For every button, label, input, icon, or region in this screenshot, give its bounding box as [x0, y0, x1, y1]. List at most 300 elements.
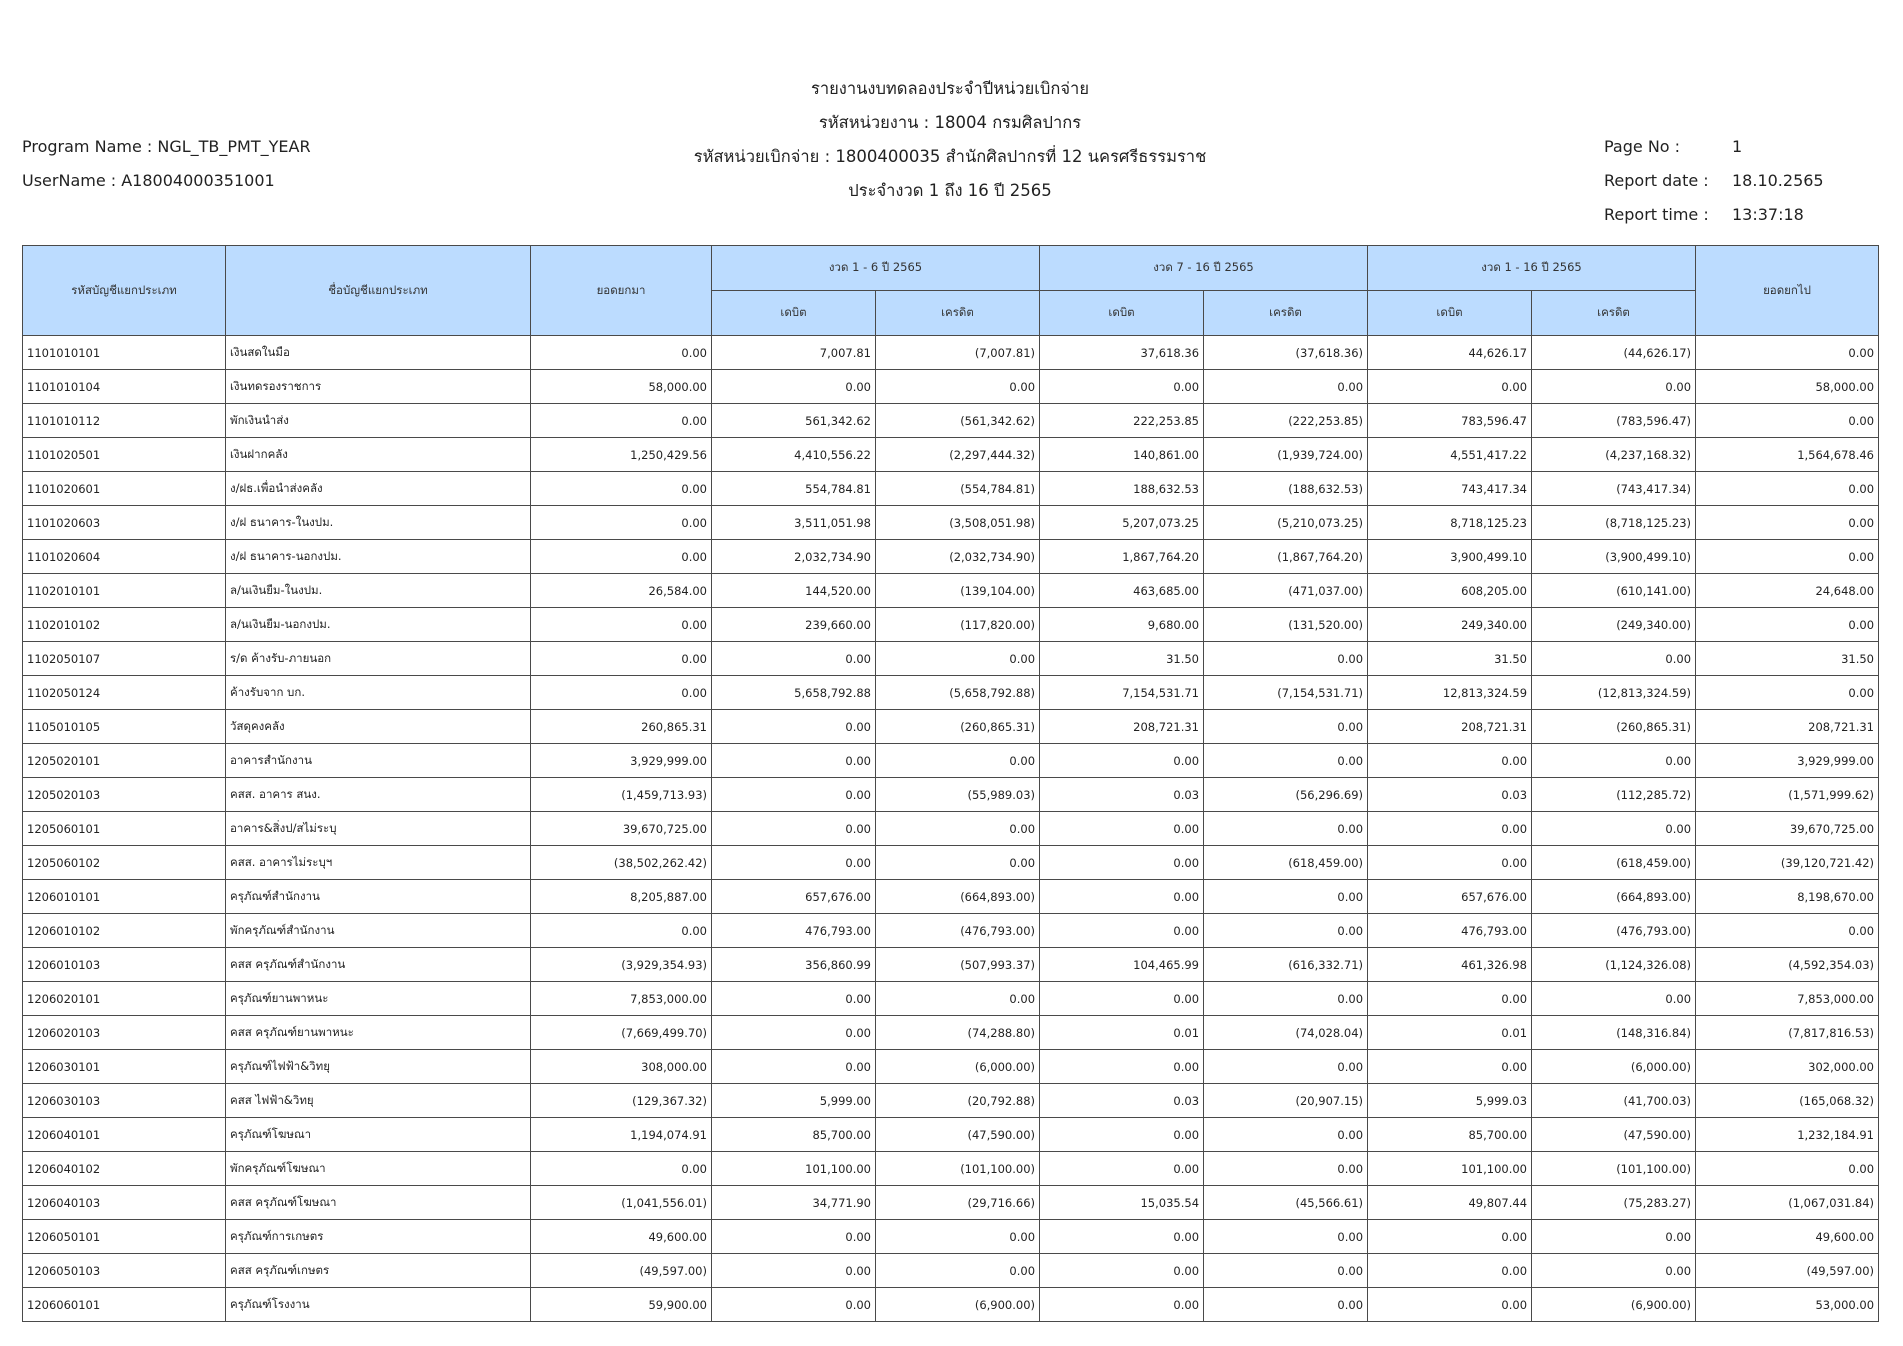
cell-debit-7-16: 0.00 — [1040, 1288, 1204, 1322]
table-row — [23, 1254, 1879, 1288]
col-header-account-name: ชื่อบัญชีแยกประเภท — [226, 246, 531, 336]
cell-opening-balance: 0.00 — [531, 608, 712, 642]
cell-closing-balance: (49,597.00) — [1696, 1254, 1879, 1288]
cell-closing-balance: (165,068.32) — [1696, 1084, 1879, 1118]
cell-debit-1-6: 0.00 — [712, 1254, 876, 1288]
cell-account-code: 1101020604 — [23, 540, 226, 574]
col-header-debit: เดบิต — [1368, 291, 1532, 336]
cell-debit-1-6: 0.00 — [712, 370, 876, 404]
cell-opening-balance: (49,597.00) — [531, 1254, 712, 1288]
cell-debit-1-16: 8,718,125.23 — [1368, 506, 1532, 540]
cell-account-name: ง/ฝธ.เพื่อนำส่งคลัง — [226, 472, 531, 506]
cell-debit-1-6: 5,658,792.88 — [712, 676, 876, 710]
cell-closing-balance: 39,670,725.00 — [1696, 812, 1879, 846]
cell-account-code: 1101020601 — [23, 472, 226, 506]
cell-closing-balance: 7,853,000.00 — [1696, 982, 1879, 1016]
cell-credit-1-6: (476,793.00) — [876, 914, 1040, 948]
table-row — [23, 676, 1879, 710]
table-row — [23, 1220, 1879, 1254]
cell-credit-1-16: 0.00 — [1532, 370, 1696, 404]
cell-opening-balance: 260,865.31 — [531, 710, 712, 744]
cell-closing-balance: 0.00 — [1696, 676, 1879, 710]
cell-opening-balance: 7,853,000.00 — [531, 982, 712, 1016]
cell-credit-1-16: (101,100.00) — [1532, 1152, 1696, 1186]
cell-closing-balance: (4,592,354.03) — [1696, 948, 1879, 982]
cell-credit-1-6: (74,288.80) — [876, 1016, 1040, 1050]
cell-debit-1-16: 249,340.00 — [1368, 608, 1532, 642]
cell-credit-1-6: (20,792.88) — [876, 1084, 1040, 1118]
cell-credit-1-16: (1,124,326.08) — [1532, 948, 1696, 982]
cell-account-name: เงินสดในมือ — [226, 336, 531, 370]
cell-debit-1-6: 0.00 — [712, 642, 876, 676]
table-row — [23, 608, 1879, 642]
cell-closing-balance: 302,000.00 — [1696, 1050, 1879, 1084]
col-header-credit: เครดิต — [1204, 291, 1368, 336]
cell-debit-7-16: 0.00 — [1040, 812, 1204, 846]
trial-balance-table — [22, 245, 1879, 1322]
cell-credit-7-16: 0.00 — [1204, 710, 1368, 744]
cell-closing-balance: 31.50 — [1696, 642, 1879, 676]
cell-debit-1-16: 0.00 — [1368, 812, 1532, 846]
cell-account-code: 1102050124 — [23, 676, 226, 710]
cell-opening-balance: 1,194,074.91 — [531, 1118, 712, 1152]
cell-debit-1-16: 783,596.47 — [1368, 404, 1532, 438]
cell-debit-1-6: 85,700.00 — [712, 1118, 876, 1152]
cell-debit-7-16: 0.00 — [1040, 846, 1204, 880]
cell-debit-1-16: 0.00 — [1368, 1050, 1532, 1084]
cell-opening-balance: 0.00 — [531, 642, 712, 676]
cell-credit-7-16: (618,459.00) — [1204, 846, 1368, 880]
cell-opening-balance: (7,669,499.70) — [531, 1016, 712, 1050]
cell-credit-7-16: (56,296.69) — [1204, 778, 1368, 812]
table-row — [23, 982, 1879, 1016]
cell-debit-7-16: 463,685.00 — [1040, 574, 1204, 608]
cell-debit-1-16: 4,551,417.22 — [1368, 438, 1532, 472]
cell-account-name: คสส ครุภัณฑ์โฆษณา — [226, 1186, 531, 1220]
cell-debit-7-16: 140,861.00 — [1040, 438, 1204, 472]
cell-account-name: พักเงินนำส่ง — [226, 404, 531, 438]
cell-credit-7-16: 0.00 — [1204, 812, 1368, 846]
cell-account-name: คสส. อาคารไม่ระบุฯ — [226, 846, 531, 880]
cell-debit-1-16: 0.03 — [1368, 778, 1532, 812]
cell-credit-1-16: (112,285.72) — [1532, 778, 1696, 812]
cell-debit-1-6: 0.00 — [712, 846, 876, 880]
cell-account-code: 1206050101 — [23, 1220, 226, 1254]
cell-debit-7-16: 0.00 — [1040, 1220, 1204, 1254]
cell-debit-1-6: 356,860.99 — [712, 948, 876, 982]
cell-closing-balance: (7,817,816.53) — [1696, 1016, 1879, 1050]
cell-debit-1-16: 476,793.00 — [1368, 914, 1532, 948]
cell-credit-1-16: (47,590.00) — [1532, 1118, 1696, 1152]
table-row — [23, 1186, 1879, 1220]
cell-opening-balance: 308,000.00 — [531, 1050, 712, 1084]
cell-account-code: 1101010112 — [23, 404, 226, 438]
table-row — [23, 948, 1879, 982]
cell-debit-1-16: 0.00 — [1368, 1288, 1532, 1322]
cell-account-name: อาคารสำนักงาน — [226, 744, 531, 778]
cell-credit-7-16: 0.00 — [1204, 744, 1368, 778]
cell-account-code: 1205020103 — [23, 778, 226, 812]
cell-account-code: 1206030101 — [23, 1050, 226, 1084]
cell-opening-balance: 58,000.00 — [531, 370, 712, 404]
cell-credit-7-16: (131,520.00) — [1204, 608, 1368, 642]
cell-account-name: คสส ไฟฟ้า&วิทยุ — [226, 1084, 531, 1118]
cell-account-code: 1105010105 — [23, 710, 226, 744]
cell-credit-1-6: (2,297,444.32) — [876, 438, 1040, 472]
cell-credit-1-16: (41,700.03) — [1532, 1084, 1696, 1118]
cell-closing-balance: 0.00 — [1696, 506, 1879, 540]
cell-debit-1-16: 608,205.00 — [1368, 574, 1532, 608]
cell-closing-balance: 49,600.00 — [1696, 1220, 1879, 1254]
cell-closing-balance: 0.00 — [1696, 404, 1879, 438]
cell-debit-1-6: 101,100.00 — [712, 1152, 876, 1186]
cell-closing-balance: 0.00 — [1696, 336, 1879, 370]
cell-debit-1-16: 657,676.00 — [1368, 880, 1532, 914]
cell-credit-1-6: 0.00 — [876, 744, 1040, 778]
col-group-period-7-16: งวด 7 - 16 ปี 2565 — [1040, 246, 1368, 291]
cell-debit-1-6: 3,511,051.98 — [712, 506, 876, 540]
cell-credit-1-6: (117,820.00) — [876, 608, 1040, 642]
cell-account-name: ครุภัณฑ์สำนักงาน — [226, 880, 531, 914]
cell-debit-1-6: 0.00 — [712, 812, 876, 846]
table-row — [23, 574, 1879, 608]
cell-credit-1-6: (6,000.00) — [876, 1050, 1040, 1084]
col-header-opening-balance: ยอดยกมา — [531, 246, 712, 336]
cell-debit-1-16: 208,721.31 — [1368, 710, 1532, 744]
cell-credit-1-16: (664,893.00) — [1532, 880, 1696, 914]
cell-credit-7-16: (45,566.61) — [1204, 1186, 1368, 1220]
cell-opening-balance: (1,459,713.93) — [531, 778, 712, 812]
cell-credit-7-16: (222,253.85) — [1204, 404, 1368, 438]
cell-credit-7-16: (74,028.04) — [1204, 1016, 1368, 1050]
cell-account-name: ล/นเงินยืม-ในงปม. — [226, 574, 531, 608]
table-row — [23, 1288, 1879, 1322]
cell-closing-balance: 1,232,184.91 — [1696, 1118, 1879, 1152]
cell-account-code: 1205020101 — [23, 744, 226, 778]
cell-account-name: ครุภัณฑ์ยานพาหนะ — [226, 982, 531, 1016]
cell-debit-7-16: 0.00 — [1040, 1050, 1204, 1084]
cell-debit-1-16: 0.00 — [1368, 744, 1532, 778]
table-row — [23, 540, 1879, 574]
cell-account-name: ง/ฝ ธนาคาร-นอกงปม. — [226, 540, 531, 574]
cell-debit-1-6: 561,342.62 — [712, 404, 876, 438]
cell-opening-balance: 8,205,887.00 — [531, 880, 712, 914]
cell-credit-1-6: (664,893.00) — [876, 880, 1040, 914]
col-group-period-1-16: งวด 1 - 16 ปี 2565 — [1368, 246, 1696, 291]
cell-account-code: 1205060101 — [23, 812, 226, 846]
cell-credit-7-16: (471,037.00) — [1204, 574, 1368, 608]
table-row — [23, 1152, 1879, 1186]
cell-debit-1-16: 0.00 — [1368, 846, 1532, 880]
cell-closing-balance: 0.00 — [1696, 472, 1879, 506]
cell-credit-1-6: 0.00 — [876, 370, 1040, 404]
cell-opening-balance: (1,041,556.01) — [531, 1186, 712, 1220]
cell-debit-1-16: 31.50 — [1368, 642, 1532, 676]
col-header-closing-balance: ยอดยกไป — [1696, 246, 1879, 336]
cell-debit-1-6: 4,410,556.22 — [712, 438, 876, 472]
col-header-account-code: รหัสบัญชีแยกประเภท — [23, 246, 226, 336]
cell-debit-7-16: 188,632.53 — [1040, 472, 1204, 506]
report-date-value: 18.10.2565 — [1732, 171, 1824, 190]
table-row — [23, 404, 1879, 438]
cell-debit-1-6: 5,999.00 — [712, 1084, 876, 1118]
cell-credit-1-16: (6,900.00) — [1532, 1288, 1696, 1322]
cell-debit-7-16: 0.00 — [1040, 880, 1204, 914]
cell-credit-1-16: (4,237,168.32) — [1532, 438, 1696, 472]
report-meta-left — [22, 130, 311, 198]
cell-credit-1-6: (507,993.37) — [876, 948, 1040, 982]
cell-debit-7-16: 0.00 — [1040, 1254, 1204, 1288]
cell-closing-balance: 1,564,678.46 — [1696, 438, 1879, 472]
cell-debit-7-16: 0.01 — [1040, 1016, 1204, 1050]
cell-account-code: 1206050103 — [23, 1254, 226, 1288]
cell-credit-1-6: (101,100.00) — [876, 1152, 1040, 1186]
cell-account-name: ค้างรับจาก บก. — [226, 676, 531, 710]
cell-account-code: 1206020101 — [23, 982, 226, 1016]
cell-account-name: ร/ด ค้างรับ-ภายนอก — [226, 642, 531, 676]
user-name: UserName : A18004000351001 — [22, 171, 275, 190]
cell-account-code: 1102010102 — [23, 608, 226, 642]
cell-opening-balance: 39,670,725.00 — [531, 812, 712, 846]
cell-credit-1-6: (47,590.00) — [876, 1118, 1040, 1152]
cell-debit-7-16: 0.00 — [1040, 914, 1204, 948]
cell-credit-1-16: (148,316.84) — [1532, 1016, 1696, 1050]
cell-opening-balance: 0.00 — [531, 472, 712, 506]
report-meta-right — [1604, 130, 1824, 232]
cell-account-name: เงินฝากคลัง — [226, 438, 531, 472]
col-header-credit: เครดิต — [1532, 291, 1696, 336]
table-row — [23, 778, 1879, 812]
cell-opening-balance: 0.00 — [531, 506, 712, 540]
table-row — [23, 370, 1879, 404]
table-row — [23, 1118, 1879, 1152]
col-header-debit: เดบิต — [1040, 291, 1204, 336]
cell-credit-1-16: (44,626.17) — [1532, 336, 1696, 370]
cell-opening-balance: 0.00 — [531, 1152, 712, 1186]
cell-credit-1-16: 0.00 — [1532, 1254, 1696, 1288]
cell-credit-1-6: (7,007.81) — [876, 336, 1040, 370]
cell-closing-balance: 8,198,670.00 — [1696, 880, 1879, 914]
program-name: Program Name : NGL_TB_PMT_YEAR — [22, 137, 311, 156]
cell-credit-1-6: 0.00 — [876, 846, 1040, 880]
cell-credit-1-16: (6,000.00) — [1532, 1050, 1696, 1084]
col-group-period-1-6: งวด 1 - 6 ปี 2565 — [712, 246, 1040, 291]
table-row — [23, 880, 1879, 914]
cell-credit-7-16: 0.00 — [1204, 880, 1368, 914]
cell-debit-1-16: 3,900,499.10 — [1368, 540, 1532, 574]
table-row — [23, 914, 1879, 948]
cell-closing-balance: (1,067,031.84) — [1696, 1186, 1879, 1220]
cell-closing-balance: (39,120,721.42) — [1696, 846, 1879, 880]
cell-credit-7-16: 0.00 — [1204, 370, 1368, 404]
cell-credit-1-16: (3,900,499.10) — [1532, 540, 1696, 574]
cell-account-name: ครุภัณฑ์โรงงาน — [226, 1288, 531, 1322]
cell-debit-7-16: 15,035.54 — [1040, 1186, 1204, 1220]
cell-credit-1-6: (29,716.66) — [876, 1186, 1040, 1220]
cell-credit-1-6: (5,658,792.88) — [876, 676, 1040, 710]
cell-credit-1-6: (2,032,734.90) — [876, 540, 1040, 574]
cell-debit-7-16: 104,465.99 — [1040, 948, 1204, 982]
cell-debit-1-6: 2,032,734.90 — [712, 540, 876, 574]
table-body — [23, 336, 1879, 1322]
cell-credit-1-16: (75,283.27) — [1532, 1186, 1696, 1220]
cell-credit-1-6: (6,900.00) — [876, 1288, 1040, 1322]
cell-debit-7-16: 0.00 — [1040, 1152, 1204, 1186]
cell-closing-balance: 208,721.31 — [1696, 710, 1879, 744]
cell-account-code: 1206010102 — [23, 914, 226, 948]
table-row — [23, 1084, 1879, 1118]
cell-closing-balance: (1,571,999.62) — [1696, 778, 1879, 812]
cell-debit-1-16: 5,999.03 — [1368, 1084, 1532, 1118]
cell-account-code: 1101020603 — [23, 506, 226, 540]
cell-opening-balance: 59,900.00 — [531, 1288, 712, 1322]
page-no-value: 1 — [1732, 137, 1743, 156]
table-row — [23, 438, 1879, 472]
cell-credit-7-16: (1,867,764.20) — [1204, 540, 1368, 574]
cell-account-code: 1101020501 — [23, 438, 226, 472]
cell-debit-7-16: 0.00 — [1040, 744, 1204, 778]
cell-account-code: 1206040103 — [23, 1186, 226, 1220]
cell-debit-1-6: 34,771.90 — [712, 1186, 876, 1220]
cell-credit-7-16: 0.00 — [1204, 982, 1368, 1016]
cell-credit-1-6: 0.00 — [876, 1254, 1040, 1288]
cell-debit-1-6: 0.00 — [712, 710, 876, 744]
cell-debit-1-16: 44,626.17 — [1368, 336, 1532, 370]
cell-account-name: วัสดุคงคลัง — [226, 710, 531, 744]
table-row — [23, 506, 1879, 540]
cell-closing-balance: 58,000.00 — [1696, 370, 1879, 404]
cell-credit-1-6: 0.00 — [876, 642, 1040, 676]
cell-debit-1-6: 0.00 — [712, 778, 876, 812]
cell-closing-balance: 24,648.00 — [1696, 574, 1879, 608]
cell-debit-1-6: 0.00 — [712, 1288, 876, 1322]
cell-debit-1-6: 144,520.00 — [712, 574, 876, 608]
cell-credit-1-16: (260,865.31) — [1532, 710, 1696, 744]
cell-debit-7-16: 0.03 — [1040, 1084, 1204, 1118]
cell-credit-1-16: 0.00 — [1532, 812, 1696, 846]
cell-credit-1-16: (618,459.00) — [1532, 846, 1696, 880]
cell-closing-balance: 53,000.00 — [1696, 1288, 1879, 1322]
report-heading — [560, 72, 1340, 208]
cell-debit-7-16: 0.00 — [1040, 982, 1204, 1016]
cell-account-code: 1205060102 — [23, 846, 226, 880]
cell-credit-7-16: 0.00 — [1204, 642, 1368, 676]
cell-debit-1-6: 0.00 — [712, 744, 876, 778]
report-title: รายงานงบทดลองประจำปีหน่วยเบิกจ่าย — [811, 79, 1089, 98]
table-row — [23, 1050, 1879, 1084]
table-row — [23, 336, 1879, 370]
cell-debit-1-6: 0.00 — [712, 1050, 876, 1084]
cell-credit-1-16: 0.00 — [1532, 642, 1696, 676]
cell-account-name: พักครุภัณฑ์สำนักงาน — [226, 914, 531, 948]
cell-debit-1-16: 49,807.44 — [1368, 1186, 1532, 1220]
cell-account-name: พักครุภัณฑ์โฆษณา — [226, 1152, 531, 1186]
cell-opening-balance: 26,584.00 — [531, 574, 712, 608]
cell-credit-1-6: (561,342.62) — [876, 404, 1040, 438]
cell-debit-7-16: 0.00 — [1040, 1118, 1204, 1152]
cell-account-name: ครุภัณฑ์การเกษตร — [226, 1220, 531, 1254]
cell-credit-1-16: (476,793.00) — [1532, 914, 1696, 948]
cell-account-code: 1101010101 — [23, 336, 226, 370]
disbursing-unit-line: รหัสหน่วยเบิกจ่าย : 1800400035 สำนักศิลปากรที่ 12 นครศรีธรรมราช — [693, 147, 1207, 166]
report-time-label: Report time : — [1604, 205, 1709, 224]
cell-account-code: 1206030103 — [23, 1084, 226, 1118]
cell-debit-1-16: 12,813,324.59 — [1368, 676, 1532, 710]
cell-credit-1-16: (12,813,324.59) — [1532, 676, 1696, 710]
cell-credit-7-16: 0.00 — [1204, 1050, 1368, 1084]
cell-account-code: 1206010103 — [23, 948, 226, 982]
cell-opening-balance: 3,929,999.00 — [531, 744, 712, 778]
cell-debit-1-6: 657,676.00 — [712, 880, 876, 914]
table-header — [23, 246, 1879, 336]
cell-closing-balance: 0.00 — [1696, 540, 1879, 574]
cell-debit-1-16: 0.00 — [1368, 1254, 1532, 1288]
cell-account-code: 1102050107 — [23, 642, 226, 676]
cell-account-name: ครุภัณฑ์โฆษณา — [226, 1118, 531, 1152]
agency-line: รหัสหน่วยงาน : 18004 กรมศิลปากร — [818, 113, 1082, 132]
period-line: ประจำงวด 1 ถึง 16 ปี 2565 — [848, 181, 1052, 200]
cell-credit-7-16: 0.00 — [1204, 914, 1368, 948]
cell-debit-7-16: 222,253.85 — [1040, 404, 1204, 438]
table-row — [23, 472, 1879, 506]
cell-opening-balance: 0.00 — [531, 336, 712, 370]
cell-debit-7-16: 9,680.00 — [1040, 608, 1204, 642]
cell-opening-balance: (38,502,262.42) — [531, 846, 712, 880]
cell-credit-1-16: (8,718,125.23) — [1532, 506, 1696, 540]
cell-debit-1-16: 85,700.00 — [1368, 1118, 1532, 1152]
cell-account-code: 1206020103 — [23, 1016, 226, 1050]
cell-debit-7-16: 0.03 — [1040, 778, 1204, 812]
report-time-value: 13:37:18 — [1732, 205, 1804, 224]
cell-debit-1-16: 0.01 — [1368, 1016, 1532, 1050]
cell-credit-1-6: (55,989.03) — [876, 778, 1040, 812]
cell-account-name: เงินทดรองราชการ — [226, 370, 531, 404]
cell-credit-7-16: 0.00 — [1204, 1288, 1368, 1322]
cell-credit-7-16: 0.00 — [1204, 1220, 1368, 1254]
cell-opening-balance: 0.00 — [531, 540, 712, 574]
table-row — [23, 744, 1879, 778]
cell-credit-7-16: (188,632.53) — [1204, 472, 1368, 506]
cell-opening-balance: 1,250,429.56 — [531, 438, 712, 472]
cell-credit-1-6: 0.00 — [876, 982, 1040, 1016]
cell-credit-7-16: (20,907.15) — [1204, 1084, 1368, 1118]
cell-account-name: ครุภัณฑ์ไฟฟ้า&วิทยุ — [226, 1050, 531, 1084]
cell-debit-1-6: 0.00 — [712, 1016, 876, 1050]
table-row — [23, 812, 1879, 846]
cell-account-code: 1206040102 — [23, 1152, 226, 1186]
cell-account-name: คสส ครุภัณฑ์ยานพาหนะ — [226, 1016, 531, 1050]
cell-debit-1-6: 0.00 — [712, 982, 876, 1016]
cell-credit-1-16: 0.00 — [1532, 1220, 1696, 1254]
cell-opening-balance: 49,600.00 — [531, 1220, 712, 1254]
cell-debit-7-16: 0.00 — [1040, 370, 1204, 404]
cell-credit-1-6: (139,104.00) — [876, 574, 1040, 608]
cell-credit-7-16: (1,939,724.00) — [1204, 438, 1368, 472]
table-row — [23, 710, 1879, 744]
cell-debit-7-16: 37,618.36 — [1040, 336, 1204, 370]
cell-debit-1-16: 0.00 — [1368, 1220, 1532, 1254]
cell-account-code: 1206010101 — [23, 880, 226, 914]
cell-opening-balance: (129,367.32) — [531, 1084, 712, 1118]
cell-debit-1-6: 239,660.00 — [712, 608, 876, 642]
cell-account-name: อาคาร&สิ่งป/สไม่ระบุ — [226, 812, 531, 846]
cell-debit-1-16: 101,100.00 — [1368, 1152, 1532, 1186]
cell-account-code: 1102010101 — [23, 574, 226, 608]
cell-credit-1-6: 0.00 — [876, 1220, 1040, 1254]
table-row — [23, 846, 1879, 880]
report-date-label: Report date : — [1604, 171, 1709, 190]
cell-credit-1-6: 0.00 — [876, 812, 1040, 846]
